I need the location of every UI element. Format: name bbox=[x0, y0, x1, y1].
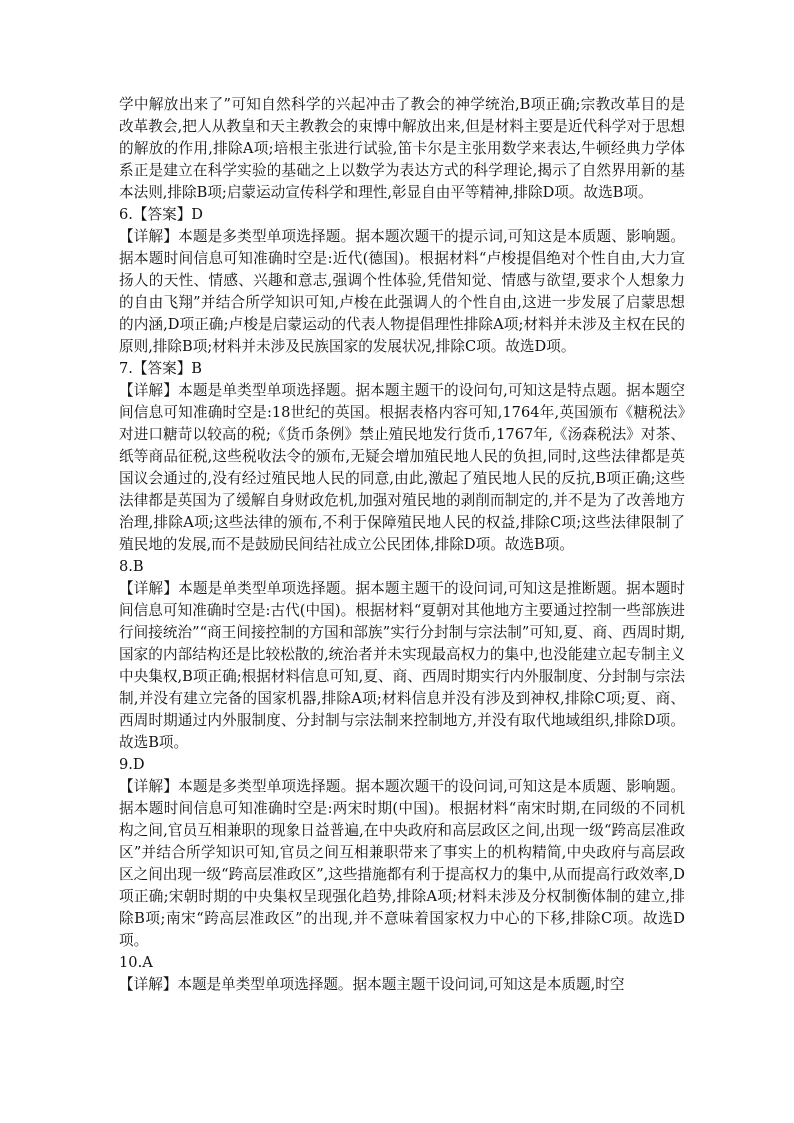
explanation-7: 【详解】本题是单类型单项选择题。据本题主题干的设问句,可知这是特点题。据本题空间信息可知准确时空是:18世纪的英国。根据表格内容可知,1764年,英国颁布《糖税法》对进口糖苛以较高的税;《货币条例》禁止殖民地发行货币,1767年,《汤森税法》对茶、纸等商品征税,这些税收法令的颁布,无疑会增加殖民地人民的负担,同时,这些法律都是英国议会通过的,没有经过殖民地人民的同意,由此,激起了殖民地人民的反抗,B项正确;这些法律都是英国为了缓解自身财政危机,加强对殖民地的剥削而制定的,并不是为了改善地方治理,排除A项;这些法律的颁布,不利于保障殖民地人民的权益,排除C项;这些法律限制了殖民地的发展,而不是鼓励民间结社成立公民团体,排除D项。故选B项。 bbox=[119, 382, 685, 553]
answer-label-10: 10.A bbox=[119, 954, 153, 971]
document-page bbox=[119, 94, 685, 996]
answer-label-8: 8.B bbox=[119, 558, 144, 575]
explanation-6: 【详解】本题是多类型单项选择题。据本题次题干的提示词,可知这是本质题、影响题。据本题时间信息可知准确时空是:近代(德国)。根据材料“卢梭提倡绝对个性自由,大力宣扬人的天性、情感、兴趣和意志,强调个性体验,凭借知觉、情感与欲望,要求个人想象力的自由飞翔”并结合所学知识可知,卢梭在此强调人的个性自由,这进一步发展了启蒙思想的内涵,D项正确;卢梭是启蒙运动的代表人物提倡理性排除A项;材料并未涉及主权在民的原则,排除B项;材料并未涉及民族国家的发展状况,排除C项。故选D项。 bbox=[119, 228, 685, 355]
explanation-8: 【详解】本题是单类型单项选择题。据本题主题干的设问词,可知这是推断题。据本题时间信息可知准确时空是:古代(中国)。根据材料“夏朝对其他地方主要通过控制一些部族进行间接统治”“商王间接控制的方国和部族”实行分封制与宗法制”可知,夏、商、西周时期,国家的内部结构还是比较松散的,统治者并未实现最高权力的集中,也没能建立起专制主义中央集权,B项正确;根据材料信息可知,夏、商、西周时期实行内外服制度、分封制与宗法制,并没有建立完备的国家机器,排除A项;材料信息并没有涉及到神权,排除C项;夏、商、西周时期通过内外服制度、分封制与宗法制来控制地方,并没有取代地域组织,排除D项。故选B项。 bbox=[119, 580, 685, 751]
answer-label-6: 6.【答案】D bbox=[119, 206, 203, 223]
explanation-10: 【详解】本题是单类型单项选择题。据本题主题干设问词,可知这是本质题,时空 bbox=[119, 976, 625, 993]
explanation-9: 【详解】本题是多类型单项选择题。据本题次题干的设问词,可知这是本质题、影响题。据本题时间信息可知准确时空是:两宋时期(中国)。根据材料“南宋时期,在同级的不同机构之间,官员互相兼职的现象日益普遍,在中央政府和高层政区之间,出现一级“跨高层准政区”并结合所学知识可知,官员之间互相兼职带来了事实上的机构精简,中央政府与高层政区之间出现一级“跨高层准政区”,这些措施都有利于提高权力的集中,从而提高行政效率,D项正确;宋朝时期的中央集权呈现强化趋势,排除A项;材料未涉及分权制衡体制的建立,排除B项;南宋“跨高层准政区”的出现,并不意味着国家权力中心的下移,排除C项。故选D项。 bbox=[119, 778, 685, 949]
explanation-5-continued: 学中解放出来了”可知自然科学的兴起冲击了教会的神学统治,B项正确;宗教改革目的是改革教会,把人从教皇和天主教教会的束博中解放出来,但是材料主要是近代科学对于思想的解放的作用,排除A项;培根主张进行试验,笛卡尔是主张用数学来表达,牛顿经典力学体系正是建立在科学实验的基础之上以数学为表达方式的科学理论,揭示了自然界用新的基本法则,排除B项;启蒙运动宣传科学和理性,彰显自由平等精神,排除D项。故选B项。 bbox=[119, 96, 685, 201]
answer-label-7: 7.【答案】B bbox=[119, 360, 203, 377]
answer-label-9: 9.D bbox=[119, 756, 145, 773]
